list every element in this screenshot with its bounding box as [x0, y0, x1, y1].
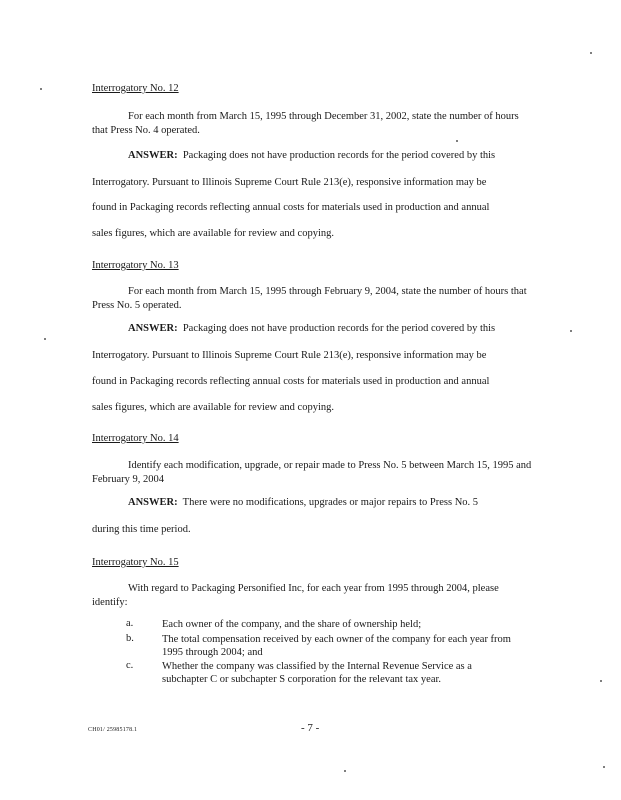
question-15 [92, 582, 532, 610]
document-id: CH01/ 25985178.1 [88, 727, 138, 733]
list-item-letter-c: c. [126, 660, 134, 671]
answer-13-line-4: sales figures, which are available for review and copying. [92, 402, 334, 413]
scan-speck [570, 330, 572, 332]
scan-speck [600, 680, 602, 682]
scan-speck [344, 770, 346, 772]
question-12 [92, 110, 532, 138]
section-heading-12: Interrogatory No. 12 [92, 83, 179, 94]
section-heading-15: Interrogatory No. 15 [92, 557, 179, 568]
list-item-text-a: Each owner of the company, and the share of ownership held; [162, 619, 422, 630]
answer-13-line-3: found in Packaging records reflecting annual costs for materials used in production and annual [92, 376, 490, 387]
scan-speck [590, 52, 592, 54]
answer-14-line-1: ANSWER: There were no modifications, upgrades or major repairs to Press No. 5 [128, 497, 479, 508]
question-15-text: With regard to Packaging Personified Inc, for each year from 1995 through 2004, please identify: [92, 583, 499, 608]
question-14-text: Identify each modification, upgrade, or repair made to Press No. 5 between March 15, 1995 and February 9, 2004 [92, 460, 532, 485]
answer-14-line-2: during this time period. [92, 524, 191, 535]
section-heading-14: Interrogatory No. 14 [92, 433, 179, 444]
answer-12-line-4: sales figures, which are available for review and copying. [92, 228, 334, 239]
list-item-letter-b: b. [126, 633, 134, 644]
question-12-text: For each month from March 15, 1995 through December 31, 2002, state the number of hours that Press No. 4 operated. [92, 111, 519, 136]
scan-speck [44, 338, 46, 340]
answer-12-line-3: found in Packaging records reflecting annual costs for materials used in production and annual [92, 202, 490, 213]
answer-label: ANSWER: [128, 497, 178, 508]
answer-label: ANSWER: [128, 323, 178, 334]
question-14 [92, 459, 532, 487]
scan-speck [40, 88, 42, 90]
scan-speck [456, 140, 458, 142]
list-item-letter-a: a. [126, 618, 134, 629]
page-number: - 7 - [301, 722, 320, 734]
answer-13-line-1: ANSWER: Packaging does not have production records for the period covered by this [128, 323, 496, 334]
list-item-text-b: The total compensation received by each owner of the company for each year from 1995 through 2004; and [162, 634, 511, 658]
answer-13-line-2: Interrogatory. Pursuant to Illinois Supreme Court Rule 213(e), responsive information may be [92, 350, 487, 361]
answer-12-line-2: Interrogatory. Pursuant to Illinois Supreme Court Rule 213(e), responsive information may be [92, 177, 487, 188]
scan-speck [603, 766, 605, 768]
question-13-text: For each month from March 15, 1995 through February 9, 2004, state the number of hours that Press No. 5 operated. [92, 286, 527, 311]
answer-12-line-1: ANSWER: Packaging does not have production records for the period covered by this [128, 150, 496, 161]
question-13 [92, 285, 532, 313]
answer-label: ANSWER: [128, 150, 178, 161]
section-heading-13: Interrogatory No. 13 [92, 260, 179, 271]
list-item-text-c: Whether the company was classified by the Internal Revenue Service as a subchapter C or subchapter S corporation for the relevant tax year. [162, 661, 472, 685]
